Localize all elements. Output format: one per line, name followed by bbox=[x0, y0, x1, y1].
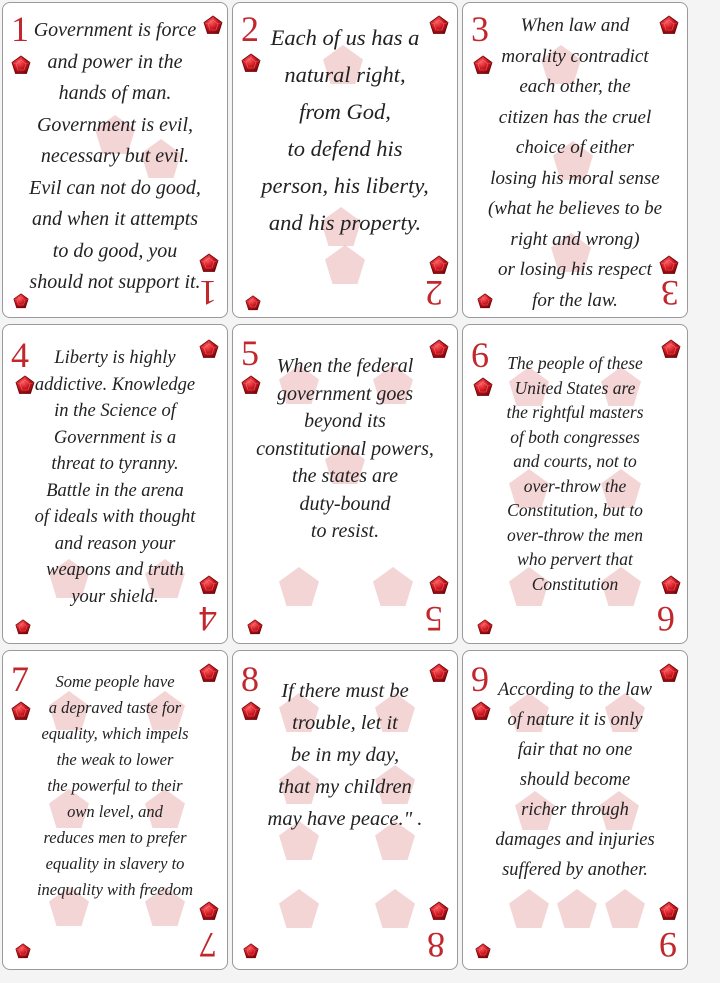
pink-pentagon-icon bbox=[507, 887, 551, 931]
card-quote: If there must be trouble, let it be in my day, that my children may have peace." . bbox=[267, 680, 423, 830]
card-number-top: 1 bbox=[11, 9, 29, 49]
pink-pentagon-icon bbox=[277, 565, 321, 609]
red-gem-icon bbox=[429, 901, 449, 921]
red-gem-icon bbox=[429, 575, 449, 595]
card-number-bottom: 6 bbox=[657, 599, 675, 639]
card-number-bottom: 9 bbox=[659, 925, 677, 965]
card-quote: When law and morality contradict each other, the citizen has the cruel choice of either losing his moral sense (what he believes to be right and wrong) or losing his respect for the law. bbox=[487, 15, 663, 311]
quote-card-8 bbox=[232, 650, 458, 970]
pink-pentagon-icon bbox=[373, 887, 417, 931]
pink-pentagon-icon bbox=[371, 565, 415, 609]
card-quote: Each of us has a natural right, from God, to defend his person, his liberty, and his property. bbox=[261, 25, 429, 235]
card-number-bottom: 4 bbox=[199, 599, 217, 639]
pink-pentagon-icon bbox=[323, 243, 367, 287]
card-number-bottom: 2 bbox=[425, 273, 443, 313]
card-quote: The people of these United States are the rightful masters of both congresses and courts, not to over-throw the Constitution, but to over-throw the men who pervert that Constitution bbox=[506, 353, 644, 594]
card-number-bottom: 3 bbox=[661, 273, 679, 313]
card-number-bottom: 7 bbox=[199, 925, 217, 965]
card-number-top: 9 bbox=[471, 659, 489, 699]
card-number-bottom: 8 bbox=[427, 925, 445, 965]
card-number-top: 8 bbox=[241, 659, 259, 699]
card-quote: Government is force and power in the hands of man. Government is evil, necessary but evil. Evil can not do good, and when it attempts to do good, you should not support it. bbox=[29, 19, 201, 293]
card-quote: According to the law of nature it is only fair that no one should become richer through damages and injuries suffered by another. bbox=[495, 680, 655, 880]
quote-card-6 bbox=[462, 324, 688, 644]
red-gem-icon bbox=[15, 619, 31, 635]
card-number-bottom: 5 bbox=[425, 599, 443, 639]
red-gem-icon bbox=[475, 943, 491, 959]
card-number-top: 2 bbox=[241, 9, 259, 49]
card-quote: When the federal government goes beyond its constitutional powers, the states are duty-bound to resist. bbox=[256, 355, 434, 542]
quote-card-2 bbox=[232, 2, 458, 318]
card-number-bottom: 1 bbox=[199, 273, 217, 313]
card-number-top: 6 bbox=[471, 335, 489, 375]
red-gem-icon bbox=[477, 619, 493, 635]
red-gem-icon bbox=[245, 295, 261, 311]
card-quote: Some people have a depraved taste for equality, which impels the weak to lower the powerful to their own level, and reduces men to prefer equality in slavery to inequality with freedom bbox=[36, 672, 194, 899]
card-number-top: 5 bbox=[241, 333, 259, 373]
card-number-top: 7 bbox=[11, 659, 29, 699]
red-gem-icon bbox=[659, 901, 679, 921]
red-gem-icon bbox=[243, 943, 259, 959]
card-number-top: 4 bbox=[11, 335, 29, 375]
quote-card-9 bbox=[462, 650, 688, 970]
quote-card-5 bbox=[232, 324, 458, 644]
pink-pentagon-icon bbox=[555, 887, 599, 931]
red-gem-icon bbox=[429, 255, 449, 275]
card-quote: Liberty is highly addictive. Knowledge in the Science of Government is a threat to tyranny. Battle in the arena of ideals with thought and reason your weapons and truth your shield. bbox=[34, 348, 196, 607]
quote-card-7 bbox=[2, 650, 228, 970]
red-gem-icon bbox=[199, 901, 219, 921]
quote-card-3 bbox=[462, 2, 688, 318]
red-gem-icon bbox=[15, 943, 31, 959]
red-gem-icon bbox=[247, 619, 263, 635]
card-number-top: 3 bbox=[471, 9, 489, 49]
pink-pentagon-icon bbox=[603, 887, 647, 931]
quote-card-1 bbox=[2, 2, 228, 318]
quote-card-4 bbox=[2, 324, 228, 644]
pink-pentagon-icon bbox=[277, 887, 321, 931]
